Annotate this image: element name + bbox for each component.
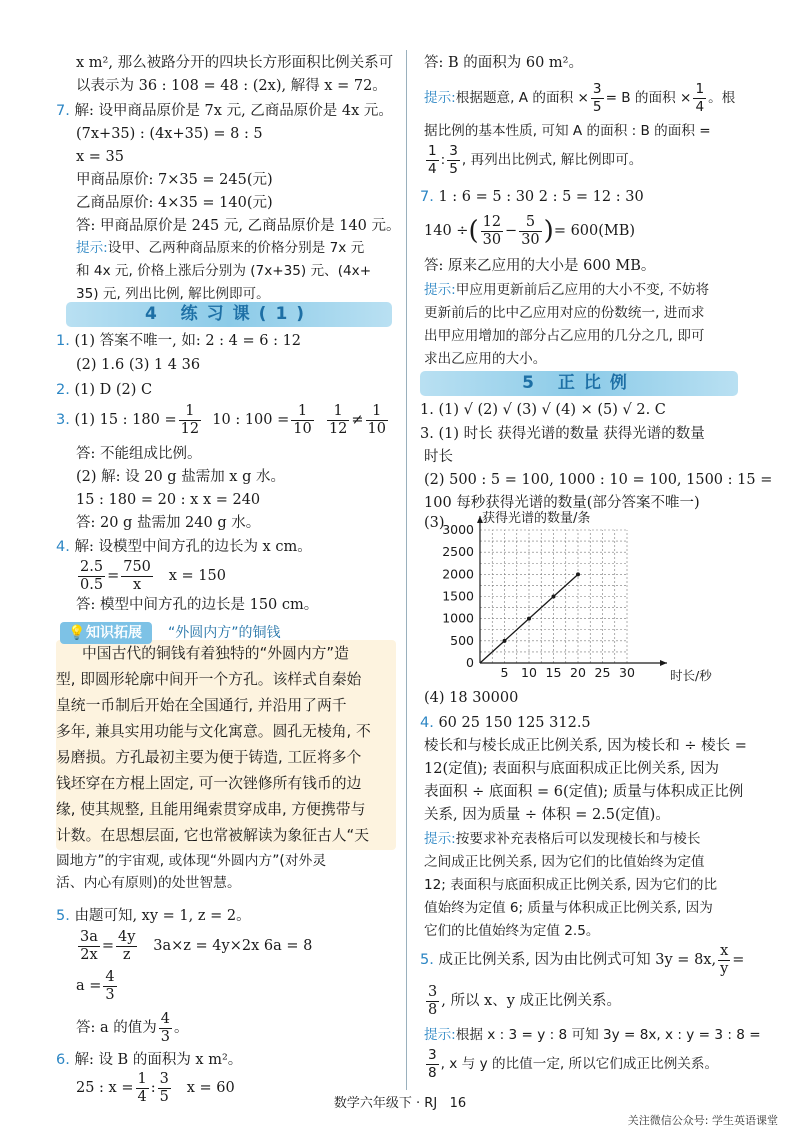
text-line: (1) 答案不唯一, 如: 2 : 4 = 6 : 12 <box>74 333 302 349</box>
hint-text: = B 的面积 × <box>605 90 692 106</box>
text-line: 关系, 因为质量 ÷ 体积 = 2.5(定值)。 <box>424 807 670 823</box>
fraction: $\frac{3}{8}$ <box>428 983 438 1018</box>
hint-label: 提示: <box>424 282 456 298</box>
y-tick-label: 3000 <box>442 522 474 537</box>
knowledge-subtitle: “外圆内方”的铜钱 <box>168 625 281 641</box>
fraction: $\frac{750}{x}$ <box>123 558 151 593</box>
text-line: 1. (1) √ (2) √ (3) √ (4) × (5) √ 2. C <box>420 402 666 418</box>
text: , 所以 x、y 成正比例关系。 <box>441 993 622 1009</box>
knowledge-text: 多年, 兼具实用功能与文化寓意。圆孔无棱角, 不 <box>56 723 371 740</box>
text: 成正比例关系, 因为由比例式可知 3y = 8x, <box>438 952 717 968</box>
hint-text: 和 4x 元, 价格上涨后分别为 (7x+35) 元、(4x+ <box>76 263 372 279</box>
knowledge-text: 缘, 使其规整, 且能用绳索贯穿成串, 方便携带与 <box>56 801 366 818</box>
question-7 <box>56 101 393 121</box>
fraction: $\frac{5}{30}$ <box>521 213 540 248</box>
x-tick-label: 30 <box>619 665 635 680</box>
text: x = 150 <box>168 568 226 584</box>
y-tick-label: 0 <box>466 655 474 670</box>
hint-text: 。根 <box>708 90 736 106</box>
question-3 <box>56 400 390 440</box>
question-4 <box>56 537 312 557</box>
question-2 <box>56 380 152 400</box>
fraction: $\frac{3}{5}$ <box>449 142 458 177</box>
text: 10 : 100 = <box>212 412 290 428</box>
lightbulb-icon: 💡 <box>68 625 86 641</box>
section-banner: 5 正比例 <box>420 371 738 396</box>
x-tick-label: 15 <box>545 665 562 680</box>
chart-title: 获得光谱的数量/条 <box>482 511 591 526</box>
question-number: 6. <box>56 1052 70 1068</box>
question-number: 2. <box>56 382 70 398</box>
text-line: (1) D (2) C <box>74 382 153 398</box>
text-line: 以表示为 36 : 108 = 48 : (2x), 解得 x = 72。 <box>76 78 387 94</box>
question-number: 4. <box>56 539 70 555</box>
fraction: $\frac{1}{12}$ <box>328 402 348 437</box>
data-point <box>576 572 580 576</box>
line-chart <box>420 508 740 690</box>
page-footer <box>0 1092 800 1111</box>
hint-text: , x 与 y 的比值一定, 所以它们成正比例关系。 <box>440 1056 719 1072</box>
question-5 <box>56 906 251 926</box>
knowledge-text: 活、内心有原则)的处世智慧。 <box>56 875 241 891</box>
text: a = <box>76 978 102 994</box>
question-4 <box>420 713 591 733</box>
knowledge-text: 易磨损。方孔最初主要为便于铸造, 工匠将多个 <box>56 749 362 766</box>
text-line: 乙商品原价: 4×35 = 140(元) <box>76 195 273 211</box>
text-line: x m², 那么被路分开的四块长方形面积比例关系可 <box>76 55 394 71</box>
x-tick-label: 10 <box>521 665 537 680</box>
text-line: 时长 <box>424 449 453 465</box>
text-line: (7x+35) : (4x+35) = 8 : 5 <box>76 126 263 142</box>
fraction: $\frac{12}{30}$ <box>482 213 502 248</box>
text-line: 棱长和与棱长成正比例关系, 因为棱长和 ÷ 棱长 = <box>424 738 747 754</box>
not-equal-sign: ≠ <box>351 412 364 428</box>
text: (1) 15 : 180 = <box>74 412 177 428</box>
column-divider <box>406 50 407 1090</box>
text-line: 表面积 ÷ 底面积 = 6(定值); 质量与体积成正比例 <box>424 784 744 800</box>
text: 140 ÷ <box>424 223 469 239</box>
question-6 <box>56 1050 242 1070</box>
text: 答: a 的值为 <box>76 1020 157 1036</box>
hint-text: 出甲应用增加的部分占乙应用的几分之几, 即可 <box>424 328 705 344</box>
text-line: 答: B 的面积为 60 m²。 <box>424 55 583 71</box>
hint-text: 据比例的基本性质, 可知 A 的面积 : B 的面积 = <box>424 123 711 139</box>
text-line: 1 : 6 = 5 : 30 2 : 5 = 12 : 30 <box>438 189 644 205</box>
text-line: (2) 500 : 5 = 100, 1000 : 10 = 100, 1500 : 15 = <box>424 472 773 488</box>
text-line: 解: 设模型中间方孔的边长为 x cm。 <box>74 539 312 555</box>
fraction: $\frac{1}{4}$ <box>137 1070 147 1105</box>
hint-text: , 再列出比例式, 解比例即可。 <box>461 152 643 168</box>
knowledge-text: 型, 即圆形轮廓中间开一个方孔。该样式自秦始 <box>56 671 362 688</box>
question-number: 7. <box>56 103 70 119</box>
hint <box>76 238 364 258</box>
text-line: (2) 解: 设 20 g 盐需加 x g 水。 <box>76 469 285 485</box>
text-line: 答: 20 g 盐需加 240 g 水。 <box>76 515 261 531</box>
text-line: 解: 设 B 的面积为 x m²。 <box>74 1052 243 1068</box>
answer: 答: a 的值为 $\frac{4}{3}$ 。 <box>76 1010 189 1045</box>
text-line: 60 25 150 125 312.5 <box>438 715 591 731</box>
fraction: $\frac{3}{5}$ <box>592 80 602 115</box>
data-point <box>527 617 531 621</box>
knowledge-title-text: 知识拓展 <box>86 625 142 641</box>
hint-text: 35) 元, 列出比例, 解比例即可。 <box>76 286 270 302</box>
hint <box>424 829 700 849</box>
equation: $\frac{3a}{2x}$ = $\frac{4y}{z}$ 3a×z = 4y×2x 6a = 8 <box>80 928 313 963</box>
hint-text: 12; 表面积与底面积成正比例关系, 因为它们的比 <box>424 877 718 893</box>
x-tick-label: 25 <box>594 665 611 680</box>
hint-text: 根据题意, A 的面积 × <box>455 90 589 106</box>
hint-label: 提示: <box>424 90 456 106</box>
chart-marks <box>480 572 580 663</box>
data-point <box>503 639 507 643</box>
question-1 <box>56 331 301 351</box>
text-line: 15 : 180 = 20 : x x = 240 <box>76 492 261 508</box>
knowledge-text: 计数。在思想层面, 它也常被解读为象征古人“天 <box>56 827 370 844</box>
text-line: 3. (1) 时长 获得光谱的数量 获得光谱的数量 <box>420 426 705 442</box>
text-line: x = 35 <box>76 149 124 165</box>
fraction: $\frac{4y}{z}$ <box>118 928 136 963</box>
hint: $\frac{1}{4}$ : $\frac{3}{5}$ , 再列出比例式, 解比例即可。 <box>428 142 643 177</box>
chart-x-axis-label: 时长/秒 <box>670 668 712 683</box>
x-tick-label: 20 <box>570 665 586 680</box>
hint <box>424 78 735 118</box>
x-axis-arrow <box>660 660 667 666</box>
y-tick-label: 1000 <box>442 610 474 626</box>
text: 3a×z = 4y×2x 6a = 8 <box>153 938 313 954</box>
fraction: $\frac{1}{10}$ <box>293 402 312 437</box>
text-line: 由题可知, xy = 1, z = 2。 <box>74 908 251 924</box>
hint-text: 按要求补充表格后可以发现棱长和与棱长 <box>455 831 701 847</box>
question-number: 5. <box>56 908 70 924</box>
page-number: 16 <box>449 1096 467 1111</box>
text-line: 答: 甲商品原价是 245 元, 乙商品原价是 140 元。 <box>76 218 401 234</box>
question-5 <box>420 940 744 980</box>
section-banner: 4 练习课(1) <box>66 302 392 327</box>
fraction: $\frac{x}{y}$ <box>720 942 729 977</box>
text-line: 答: 原来乙应用的大小是 600 MB。 <box>424 258 656 274</box>
text: x = 60 <box>186 1080 235 1096</box>
hint-text: 值始终为定值 6; 质量与体积成正比例关系, 因为 <box>424 900 713 916</box>
hint-text: 求出乙应用的大小。 <box>424 351 547 367</box>
hint <box>424 1044 718 1084</box>
text-line: 甲商品原价: 7×35 = 245(元) <box>76 172 273 188</box>
hint-text: 设甲、乙两种商品原来的价格分别是 7x 元 <box>107 240 365 256</box>
equation: 140 ÷( $\frac{12}{30}$ − $\frac{5}{30}$ )= 600(MB) <box>424 213 636 248</box>
knowledge-text: 钱坯穿在方棍上固定, 可一次锉修所有钱币的边 <box>56 775 362 792</box>
text-line: (3) <box>424 515 445 531</box>
knowledge-text: 圆地方”的宇宙观, 或体现“外圆内方”(对外灵 <box>56 853 327 869</box>
fraction: $\frac{2.5}{0.5}$ <box>80 558 104 593</box>
question-number: 5. <box>420 952 434 968</box>
question-7 <box>420 187 644 207</box>
text: = <box>732 952 745 968</box>
hint-label: 提示: <box>424 1027 456 1043</box>
hint-label: 提示: <box>76 240 108 256</box>
fraction: $\frac{4}{3}$ <box>105 968 115 1003</box>
footer-note: 关注微信公众号: 学生英语课堂 <box>627 1114 778 1127</box>
question-number: 7. <box>420 189 434 205</box>
equation <box>76 966 119 1006</box>
y-tick-label: 2500 <box>442 544 474 560</box>
hint-label: 提示: <box>424 831 456 847</box>
text-line: 100 每秒获得光谱的数量(部分答案不唯一) <box>424 495 700 511</box>
text: 25 : x = <box>76 1080 134 1096</box>
fraction: $\frac{3}{8}$ <box>428 1046 437 1081</box>
equation: $\frac{2.5}{0.5}$ = $\frac{750}{x}$ x = 150 <box>80 558 226 593</box>
hint <box>424 1025 761 1045</box>
y-tick-label: 2000 <box>442 566 474 582</box>
hint <box>424 280 709 300</box>
book-title: 数学六年级下 · RJ <box>333 1096 438 1111</box>
text-line: 解: 设甲商品原价是 7x 元, 乙商品原价是 4x 元。 <box>74 103 393 119</box>
y-tick-label: 500 <box>450 632 474 648</box>
hint-text: 之间成正比例关系, 因为它们的比值始终为定值 <box>424 854 705 870</box>
x-tick-label: 5 <box>500 665 509 680</box>
knowledge-text: 皇统一币制后开始在全国通行, 并沿用了两千 <box>56 697 347 714</box>
fraction: $\frac{1}{4}$ <box>695 80 705 115</box>
hint-text: 甲应用更新前后乙应用的大小不变, 不妨将 <box>455 282 710 298</box>
equation: 25 : x = $\frac{1}{4}$ : $\frac{3}{5}$ x = 60 <box>76 1070 235 1105</box>
hint-text: 更新前后的比中乙应用对应的份数统一, 进而求 <box>424 305 705 321</box>
y-tick-label: 1500 <box>442 588 474 604</box>
fraction: $\frac{3a}{2x}$ <box>80 928 98 963</box>
text-line: 12(定值); 表面积与底面积成正比例关系, 因为 <box>424 761 719 777</box>
fraction: $\frac{3}{5}$ <box>159 1070 169 1105</box>
knowledge-text: 中国古代的铜钱有着独特的“外圆内方”造 <box>82 645 349 662</box>
question-number: 1. <box>56 333 70 349</box>
fraction: $\frac{1}{12}$ <box>180 402 200 437</box>
text-line: 答: 不能组成比例。 <box>76 446 202 462</box>
hint-text: 根据 x : 3 = y : 8 可知 3y = 8x, x : y = 3 : 8 = <box>455 1027 761 1043</box>
text-line: 答: 模型中间方孔的边长是 150 cm。 <box>76 597 319 613</box>
fraction: $\frac{1}{10}$ <box>367 402 386 437</box>
question-number: 4. <box>420 715 434 731</box>
hint-text: 它们的比值始终为定值 2.5。 <box>424 923 600 939</box>
text-line: (2) 1.6 (3) 1 4 36 <box>76 357 201 373</box>
text-line <box>424 981 621 1021</box>
text-line: (4) 18 30000 <box>424 690 519 706</box>
fraction: $\frac{1}{4}$ <box>428 142 437 177</box>
question-number: 3. <box>56 412 70 428</box>
fraction: $\frac{4}{3}$ <box>160 1010 170 1045</box>
data-point <box>552 595 556 599</box>
text: = 600(MB) <box>553 223 636 239</box>
